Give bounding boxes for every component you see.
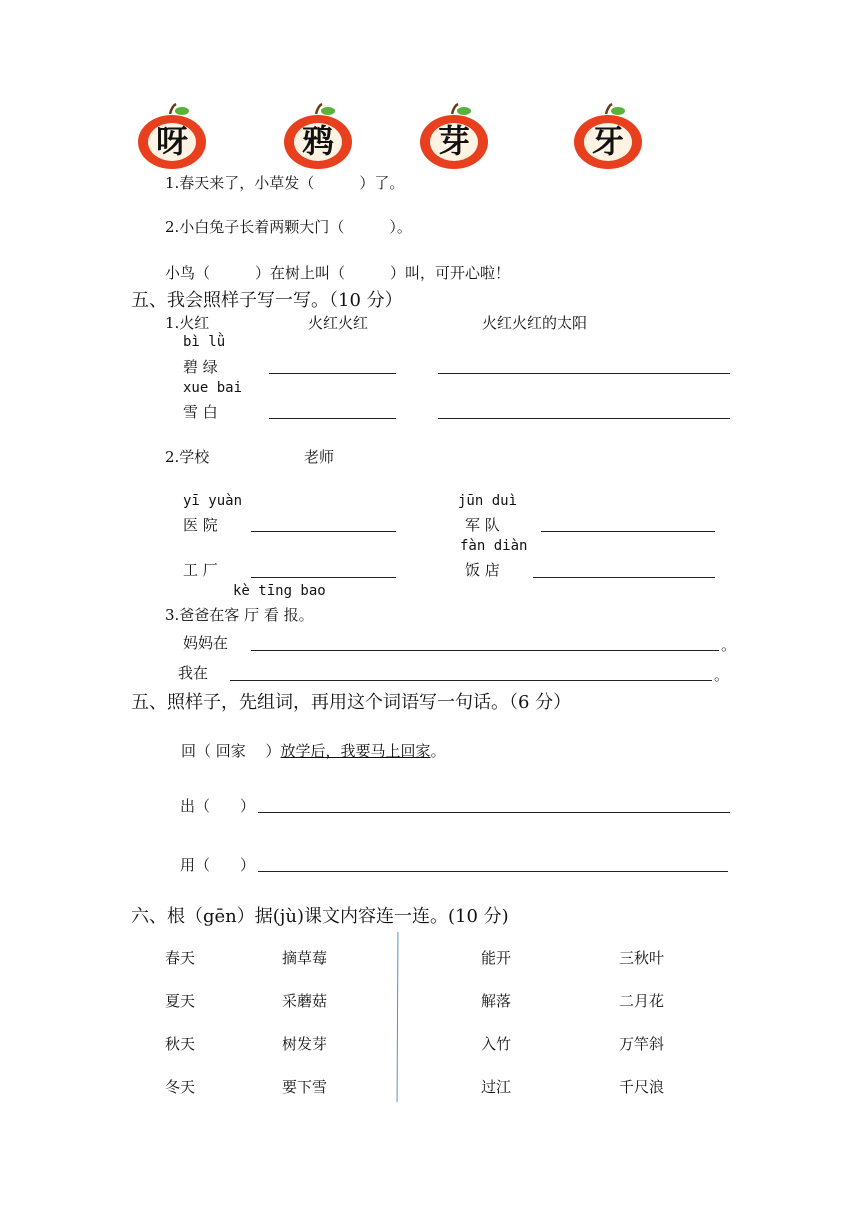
match-item[interactable]: 能开 [481,949,512,967]
word: 军 队 [465,516,500,534]
answer-line[interactable] [251,577,396,578]
apple-icon [282,102,354,170]
example-word: 1.火红 [165,314,210,332]
match-item[interactable]: 千尺浪 [619,1078,665,1096]
pinyin: xue bai [183,380,243,396]
word: 雪 白 [183,403,218,421]
example-sentence: 放学后，我要马上回家 [280,742,431,760]
sentence-prompt: 妈妈在 [183,634,229,652]
pinyin: yī yuàn [183,493,243,509]
answer-line[interactable] [438,373,730,374]
fill-sentence-3: 小鸟（ ）在树上叫（ ）叫，可开心啦！ [165,264,511,282]
apple-icon [418,102,490,170]
question-prompt: 用（ ） [180,856,256,874]
section-title: 五、我会照样子写一写。（10 分） [131,290,403,311]
answer-line[interactable] [541,531,715,532]
word: 工 厂 [183,561,218,579]
example-line [181,740,446,761]
match-item[interactable]: 摘草莓 [282,949,328,967]
answer-line[interactable] [258,812,730,813]
example-prefix: 回（ 回家 ） [181,742,281,760]
apple-icon [136,102,208,170]
match-item[interactable]: 解落 [481,992,512,1010]
pinyin: bì lǜ [183,334,226,350]
period: 。 [721,636,737,654]
match-item[interactable]: 万竿斜 [619,1035,665,1053]
answer-line[interactable] [258,871,728,872]
answer-line[interactable] [251,650,719,651]
match-item[interactable]: 春天 [165,949,196,967]
section-title: 六、根（gēn）据(jù)课文内容连一连。(10 分) [131,906,509,927]
example-sentence: 3.爸爸在客 厅 看 报。 [165,606,314,624]
answer-line[interactable] [438,418,730,419]
apple-icon [572,102,644,170]
example-word: 老师 [304,448,335,466]
example-word: 火红火红 [308,314,369,332]
apple-character: 芽 [437,122,470,160]
match-item[interactable]: 树发芽 [282,1035,328,1053]
match-item[interactable]: 夏天 [165,992,196,1010]
answer-line[interactable] [251,531,396,532]
answer-line[interactable] [230,680,712,681]
pinyin: fàn diàn [460,538,528,554]
match-item[interactable]: 要下雪 [282,1078,328,1096]
example-word: 2.学校 [165,448,210,466]
apple-character: 呀 [155,122,188,160]
apple-character: 牙 [591,122,624,160]
answer-line[interactable] [533,577,715,578]
pinyin: kè tīng bao [233,583,326,599]
divider-line [397,932,399,1102]
fill-sentence-1: 1.春天来了，小草发（ ）了。 [165,174,405,192]
section-title: 五、照样子，先组词，再用这个词语写一句话。（6 分） [131,692,572,713]
answer-line[interactable] [269,373,396,374]
match-item[interactable]: 入竹 [481,1035,512,1053]
question-prompt: 出（ ） [180,797,256,815]
sentence-prompt: 我在 [178,664,209,682]
pinyin: jūn duì [458,493,518,509]
period: 。 [430,742,446,760]
period: 。 [714,666,730,684]
match-item[interactable]: 秋天 [165,1035,196,1053]
match-item[interactable]: 冬天 [165,1078,196,1096]
fill-sentence-2: 2.小白兔子长着两颗大门（ ）。 [165,218,412,236]
match-item[interactable]: 三秋叶 [619,949,665,967]
word: 饭 店 [465,561,500,579]
answer-line[interactable] [269,418,396,419]
apple-character: 鸦 [301,122,334,160]
word: 碧 绿 [183,358,218,376]
example-phrase: 火红火红的太阳 [482,314,588,332]
word: 医 院 [183,516,218,534]
match-item[interactable]: 二月花 [619,992,665,1010]
match-item[interactable]: 过江 [481,1078,512,1096]
match-item[interactable]: 采蘑菇 [282,992,328,1010]
